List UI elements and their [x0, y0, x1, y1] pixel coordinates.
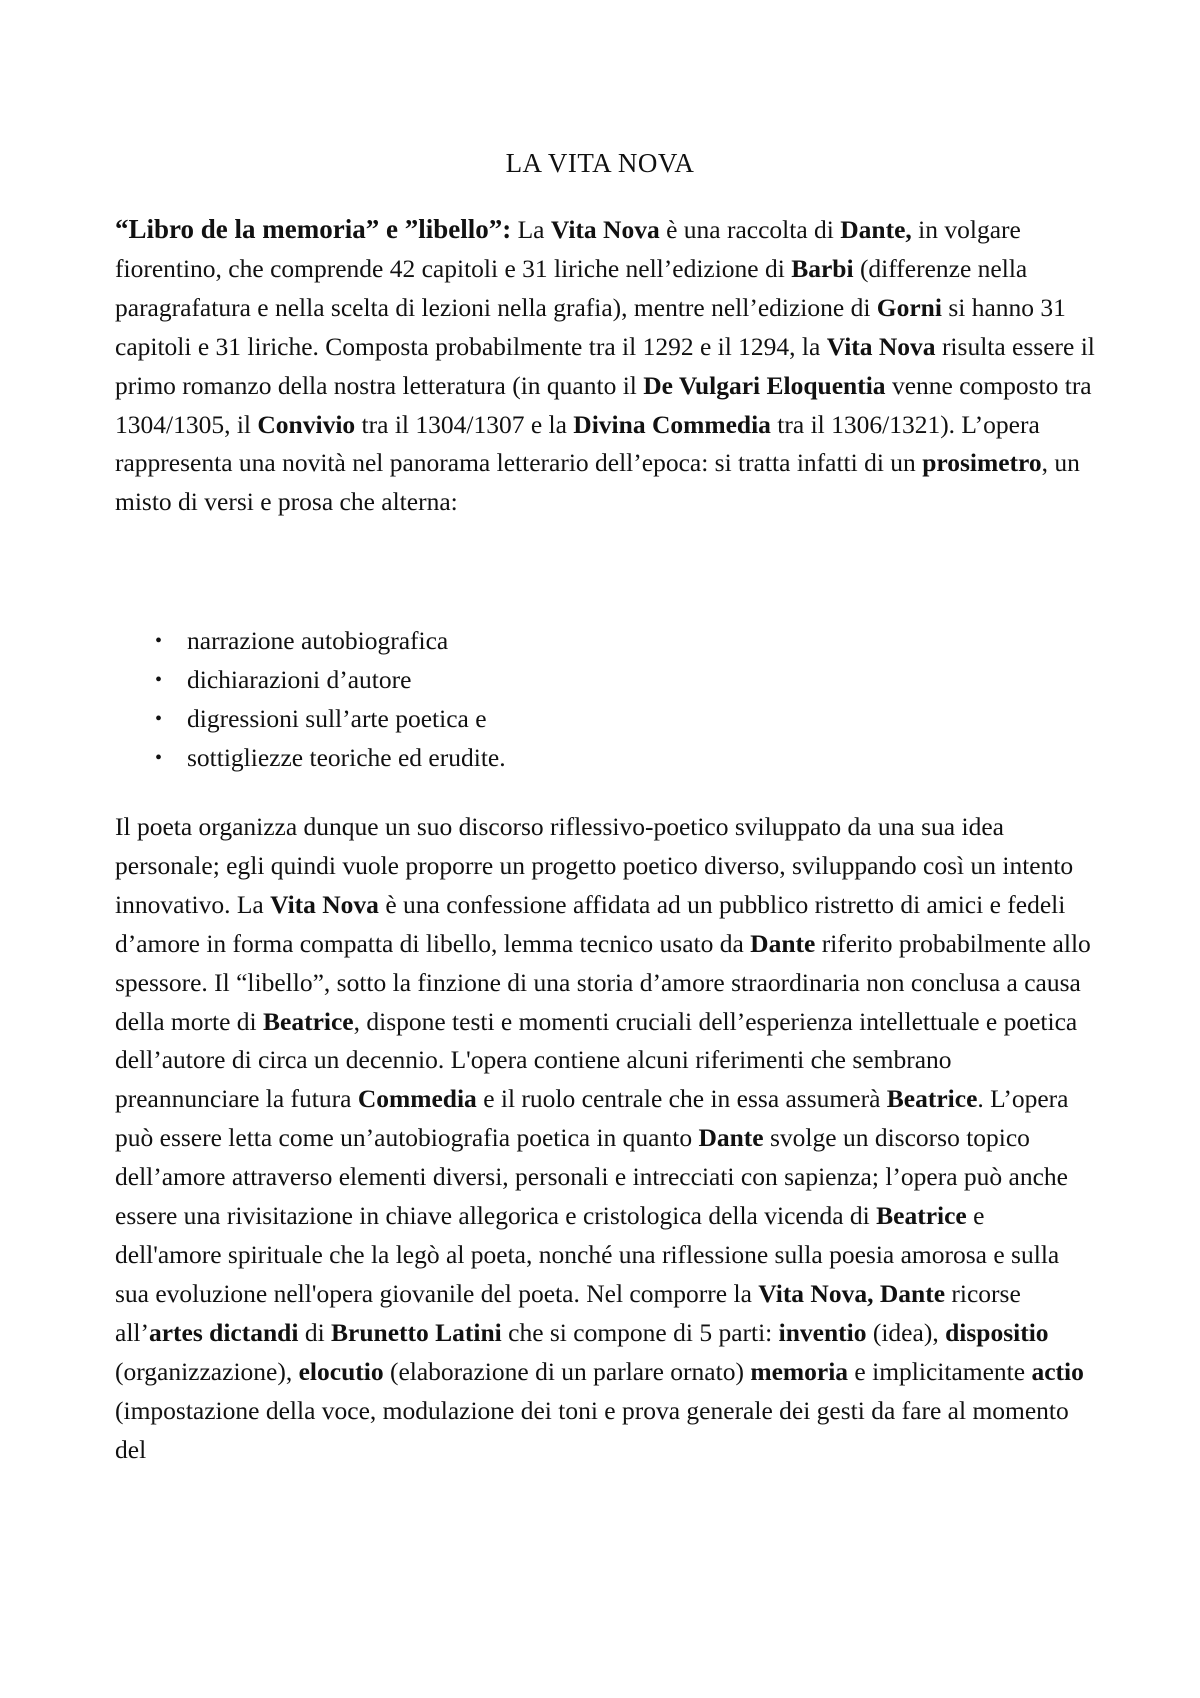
bullet-icon: •: [155, 630, 163, 652]
body-bold: Beatrice: [886, 1084, 978, 1114]
intro-text: risulta essere il primo romanzo della nostra letteratura (in quanto il: [115, 331, 1095, 400]
intro-bold: Vita Nova: [550, 215, 660, 244]
list-item: [115, 700, 1095, 739]
list-item-text: narrazione autobiografica: [187, 626, 449, 655]
body-bold: Dante: [750, 928, 816, 958]
intro-bold: Divina Commedia: [573, 409, 771, 439]
body-bold: elocutio: [298, 1356, 384, 1386]
page-title: LA VITA NOVA: [505, 148, 695, 178]
body-text: riferito probabilmente allo spessore. Il “libello”, sotto la finzione di una storia d’amore straordinaria non conclusa a causa della morte di: [115, 928, 1091, 1036]
intro-text: , un misto di versi e prosa che alterna:: [115, 448, 1080, 517]
body-paragraph: [115, 808, 1095, 1469]
intro-text: La: [511, 215, 551, 244]
intro-bold: Dante,: [840, 215, 912, 244]
list-item: [115, 661, 1095, 700]
list-item-text: digressioni sull’arte poetica e: [187, 703, 487, 733]
body-bold: Beatrice: [876, 1201, 967, 1231]
body-text: , dispone testi e momenti cruciali dell’esperienza intellettuale e poetica dell’autore di circa un decennio. L'opera contiene alcuni riferimenti che sembrano preannunciare la futura: [115, 1006, 1078, 1114]
bullet-list: [115, 622, 1095, 778]
list-item-text: dichiarazioni d’autore: [187, 664, 412, 694]
body-text: (elaborazione di un parlare ornato): [383, 1356, 751, 1386]
intro-lead: “Libro de la memoria” e ”libello”:: [115, 214, 512, 244]
intro-text: è una raccolta di: [659, 215, 841, 244]
body-text: (impostazione della voce, modulazione dei toni e prova generale dei gesti da fare al momento del: [115, 1395, 1069, 1464]
list-item: [115, 739, 1095, 778]
body-text: e implicitamente: [848, 1356, 1032, 1386]
body-text: Il poeta organizza dunque un suo discorso riflessivo-poetico sviluppato da una sua idea personale; egli quindi vuole proporre un progetto poetico diverso, sviluppando così un intento innovativo. La: [115, 812, 1074, 919]
intro-bold: Gorni: [876, 292, 942, 322]
body-bold: Dante: [698, 1123, 764, 1153]
body-bold: memoria: [750, 1356, 849, 1386]
body-text: e il ruolo centrale che in essa assumerà: [476, 1084, 887, 1114]
body-bold: artes dictandi: [148, 1317, 299, 1347]
intro-text: tra il 1304/1307 e la: [355, 409, 574, 439]
body-text: e dell'amore spirituale che la legò al poeta, nonché una riflessione sulla poesia amorosa e sulla sua evoluzione nell'opera giovanile del poeta. Nel comporre la: [115, 1201, 1060, 1308]
body-bold: actio: [1031, 1356, 1084, 1386]
body-text: di: [298, 1317, 332, 1347]
intro-text: tra il 1306/1321). L’opera rappresenta una novità nel panorama letterario dell’epoca: si tratta infatti di un: [115, 409, 1040, 478]
intro-bold: prosimetro: [922, 448, 1042, 478]
body-text: che si compone di 5 parti:: [501, 1317, 779, 1347]
bullet-icon: •: [155, 668, 163, 691]
intro-text: in volgare fiorentino, che comprende 42 capitoli e 31 liriche nell’edizione di: [115, 215, 1021, 283]
body-text: è una confessione affidata ad un pubblico ristretto di amici e fedeli d’amore in forma compatta di libello, lemma tecnico usato da: [115, 889, 1066, 958]
body-text: svolge un discorso topico dell’amore attraverso elementi diversi, personali e intrecciati con sapienza; l’opera può anche essere una rivisitazione in chiave allegorica e cristologica della vicenda di: [115, 1123, 1068, 1231]
intro-bold: De Vulgari Eloquentia: [643, 370, 886, 400]
list-item-text: sottigliezze teoriche ed erudite.: [187, 742, 506, 772]
body-bold: Commedia: [357, 1084, 477, 1114]
bullet-icon: •: [155, 746, 163, 769]
intro-bold: Convivio: [257, 409, 356, 439]
intro-text: (differenze nella paragrafatura e nella scelta di lezioni nella grafia), mentre nell’edizione di: [115, 253, 1028, 322]
intro-text: si hanno 31 capitoli e 31 liriche. Composta probabilmente tra il 1292 e il 1294, la: [115, 292, 1066, 361]
intro-paragraph: [115, 210, 1095, 522]
body-bold: dispositio: [945, 1317, 1049, 1347]
body-text: (idea),: [866, 1317, 946, 1347]
body-text: ricorse all’: [115, 1278, 1021, 1347]
body-bold: Vita Nova, Dante: [758, 1278, 946, 1308]
intro-text: venne composto tra 1304/1305, il: [115, 370, 1092, 439]
body-text: (organizzazione),: [115, 1356, 299, 1386]
bullet-icon: •: [155, 707, 163, 730]
body-bold: Vita Nova: [270, 889, 379, 919]
body-text: . L’opera può essere letta come un’autobiografia poetica in quanto: [115, 1084, 1069, 1153]
list-item: [115, 622, 1095, 661]
intro-bold: Vita Nova: [826, 331, 936, 361]
intro-bold: Barbi: [791, 253, 854, 283]
body-bold: Beatrice: [263, 1006, 354, 1036]
body-bold: inventio: [778, 1317, 867, 1347]
body-bold: Brunetto Latini: [331, 1317, 502, 1347]
